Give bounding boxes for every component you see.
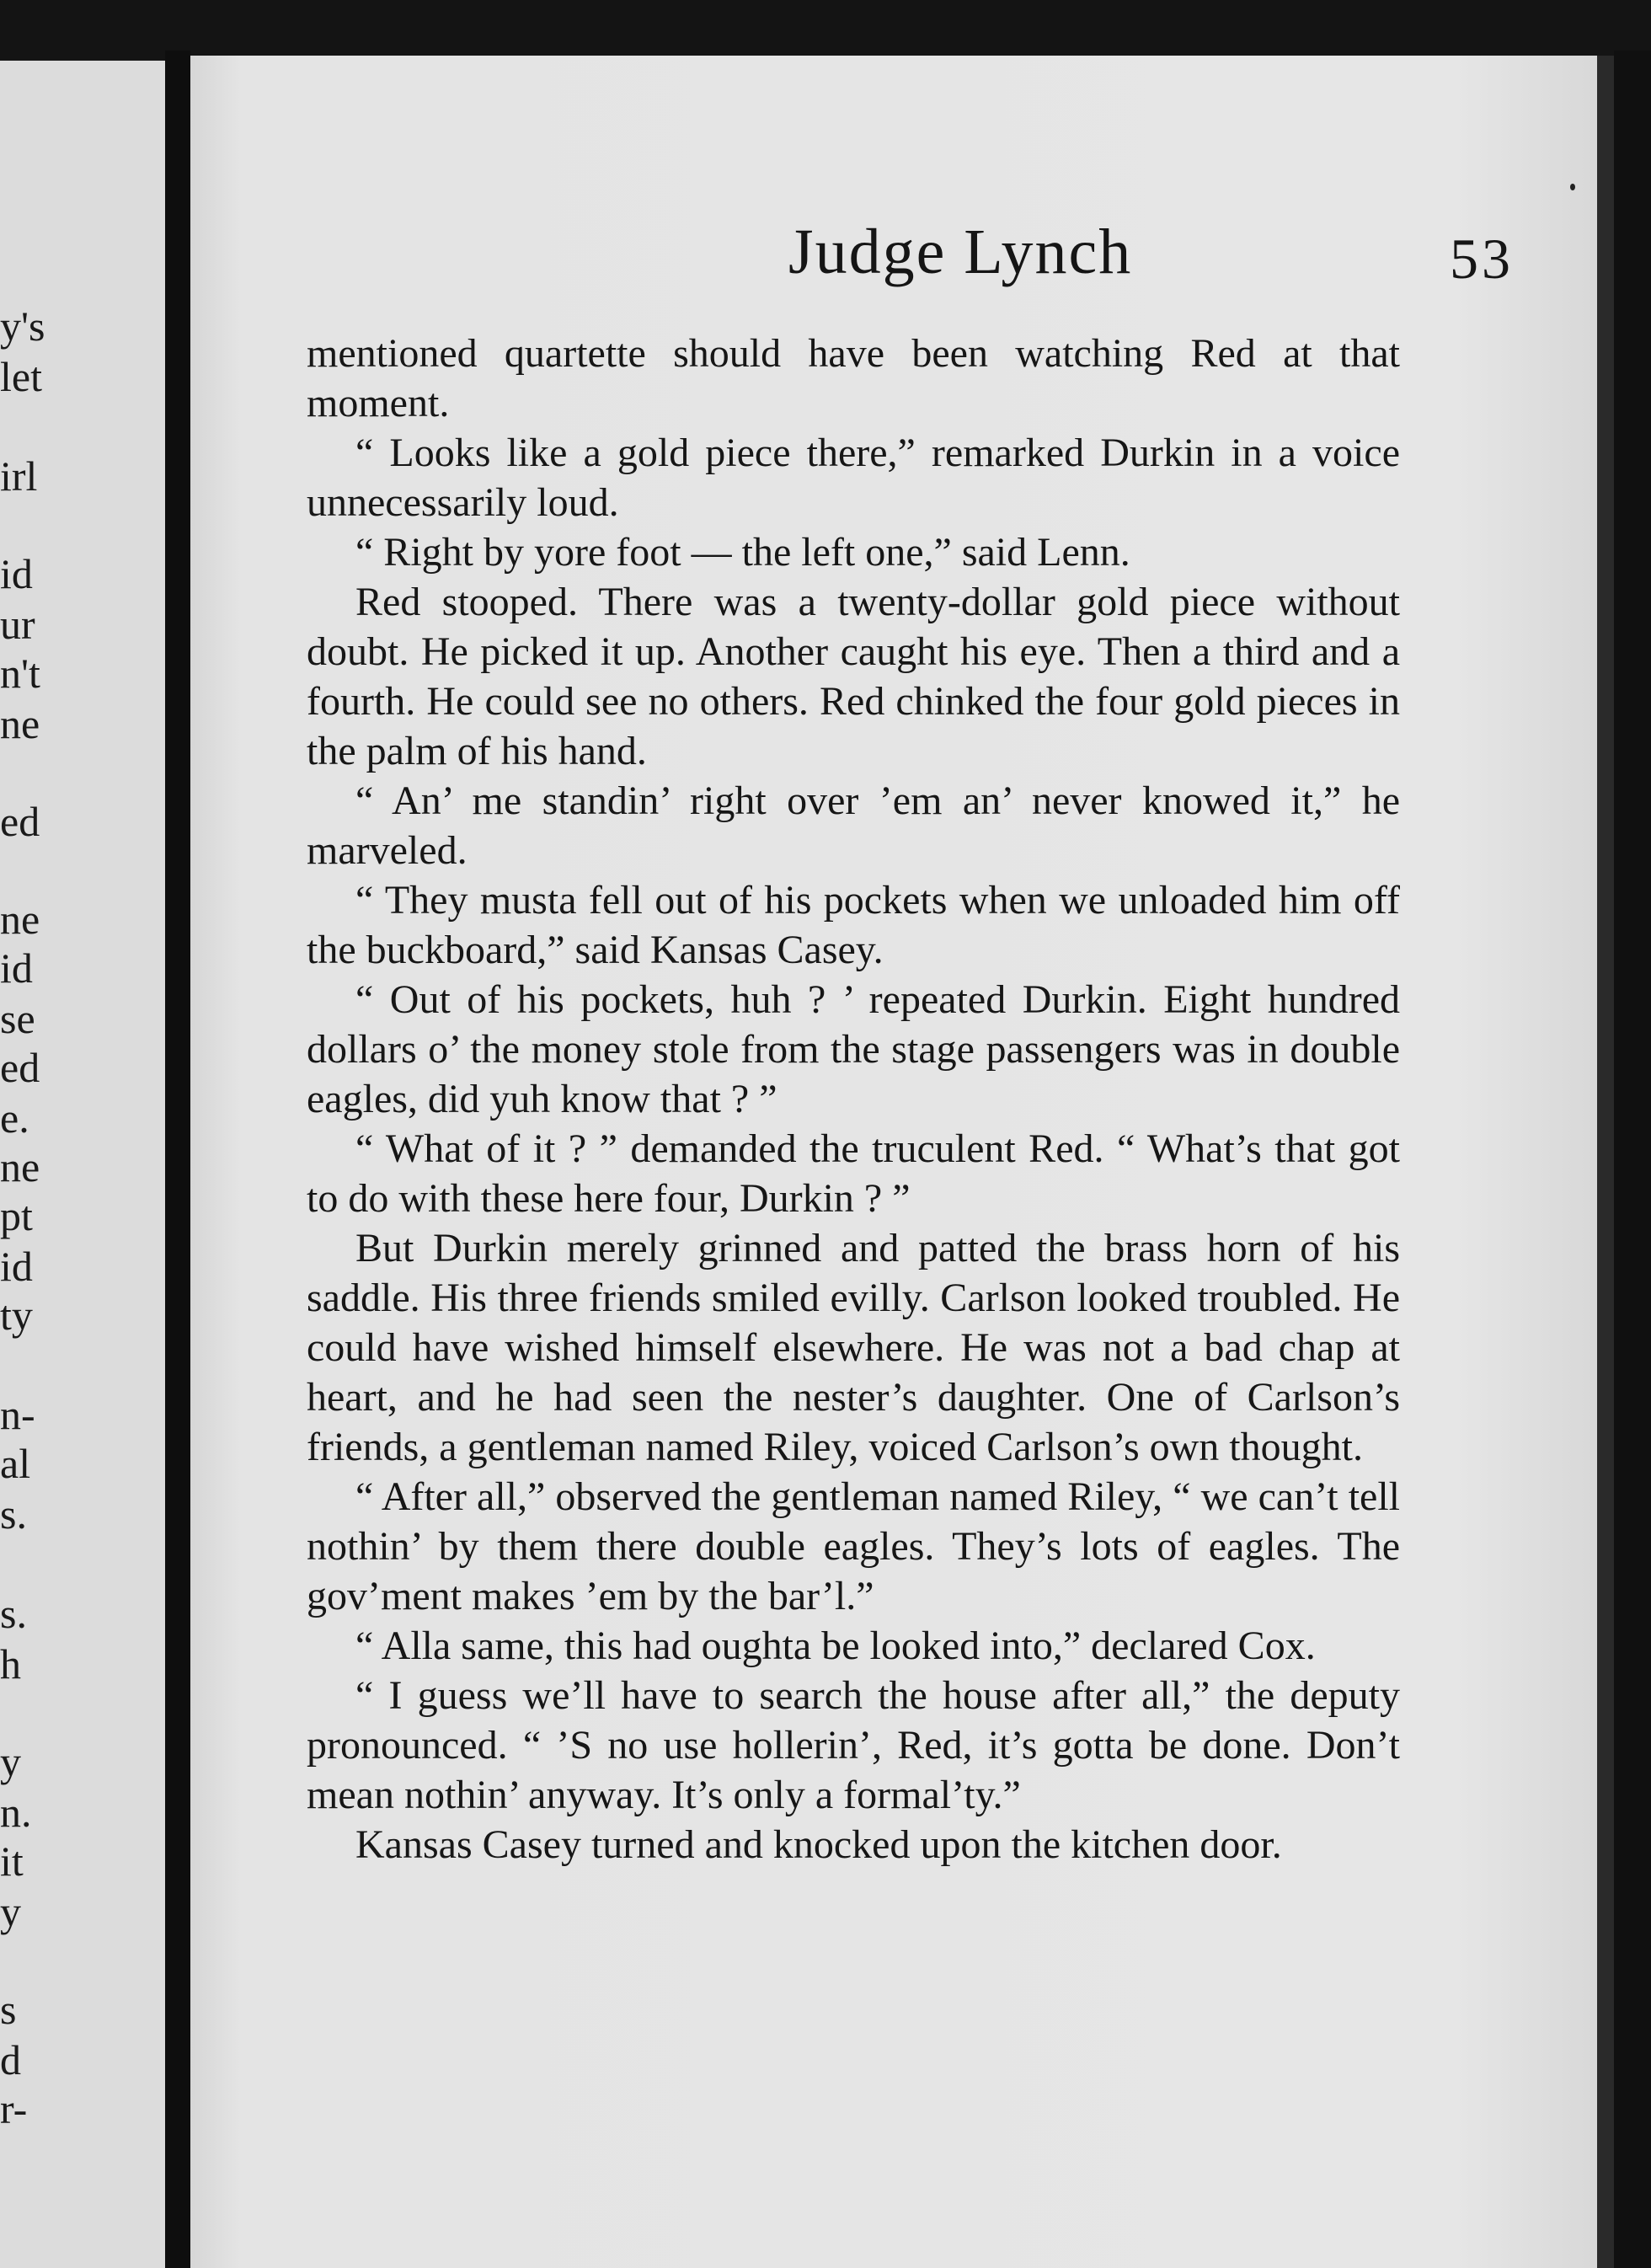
fragment: id xyxy=(0,1243,33,1290)
paragraph: “ They musta fell out of his pockets when we unloaded him off the buckboard,” said Kansas Casey. xyxy=(307,878,1400,972)
fragment: s xyxy=(0,1986,17,2033)
fragment: ur xyxy=(0,601,35,648)
running-head xyxy=(308,206,1597,298)
fragment: ed xyxy=(0,798,40,845)
fragment: e. xyxy=(0,1094,29,1142)
paragraph: “ Out of his pockets, huh ? ’ repeated Durkin. Eight hundred dollars o’ the money stole from the stage passengers was in double eagles, did yuh know that ? ” xyxy=(307,977,1400,1121)
fragment: id xyxy=(0,550,33,597)
book-page xyxy=(190,56,1597,2268)
fragment: irl xyxy=(0,452,38,500)
film-border-top xyxy=(0,0,1651,59)
fragment: ne xyxy=(0,700,40,747)
fragment: id xyxy=(0,944,33,992)
fragment: ne xyxy=(0,896,40,943)
paragraph: “ Alla same, this had oughta be looked into,” declared Cox. xyxy=(355,1623,1316,1668)
fragment: ed xyxy=(0,1044,40,1091)
paragraph: “ What of it ? ” demanded the truculent Red. “ What’s that got to do with these here four, Durkin ? ” xyxy=(307,1126,1400,1221)
fragment: let xyxy=(0,353,42,400)
fragment: d xyxy=(0,2036,21,2083)
fragment: s. xyxy=(0,1590,27,1637)
paragraph: “ After all,” observed the gentleman named Riley, “ we can’t tell nothin’ by them there double eagles. They’s lots of eagles. The gov’ment makes ’em by the bar’l.” xyxy=(307,1474,1400,1618)
fragment: r- xyxy=(0,2085,28,2132)
fragment: n. xyxy=(0,1789,32,1836)
paragraph: “ Right by yore foot — the left one,” said Lenn. xyxy=(355,530,1130,575)
fragment: n- xyxy=(0,1391,35,1438)
fragment: ne xyxy=(0,1143,40,1190)
page-edge-right xyxy=(1597,56,1614,2268)
fragment: pt xyxy=(0,1192,33,1239)
fragment: se xyxy=(0,995,35,1042)
running-title: Judge Lynch xyxy=(788,217,1133,287)
facing-page-text-fragments xyxy=(0,61,165,2268)
fragment: al xyxy=(0,1440,31,1487)
fragment: y xyxy=(0,1888,21,1935)
fragment: n't xyxy=(0,650,40,697)
paragraph: “ I guess we’ll have to search the house after all,” the deputy pronounced. “ ’S no use hollerin’, Red, it’s gotta be done. Don’t mean nothin’ anyway. It’s only a formal’ty.” xyxy=(307,1673,1400,1817)
page-number: 53 xyxy=(1450,227,1514,291)
fragment: ty xyxy=(0,1292,33,1339)
paragraph: Red stooped. There was a twenty-dollar gold piece without doubt. He picked it up. Another caught his eye. Then a third and a fourth. He could see no others. Red chinked the four gold pieces in the palm of his hand. xyxy=(307,580,1400,773)
book-gutter xyxy=(165,51,190,2268)
facing-page-left xyxy=(0,61,165,2268)
fragment: y's xyxy=(0,302,45,350)
fragment: y xyxy=(0,1738,21,1785)
paragraph: “ Looks like a gold piece there,” remarked Durkin in a voice unnecessarily loud. xyxy=(307,431,1400,525)
paragraph: mentioned quartette should have been watching Red at that moment. xyxy=(307,331,1400,425)
paragraph: Kansas Casey turned and knocked upon the kitchen door. xyxy=(355,1822,1282,1867)
dust-speck xyxy=(1570,184,1575,190)
fragment: s. xyxy=(0,1490,27,1538)
fragment: it xyxy=(0,1837,24,1885)
film-border-right xyxy=(1614,51,1651,2268)
fragment: h xyxy=(0,1640,21,1688)
body-text xyxy=(307,329,1400,1869)
paragraph: “ An’ me standin’ right over ’em an’ never knowed it,” he marveled. xyxy=(307,778,1400,873)
paragraph: But Durkin merely grinned and patted the brass horn of his saddle. His three friends smiled evilly. Carlson looked troubled. He could have wished himself elsewhere. He was not a bad chap at heart, and he had seen the nester’s daughter. One of Carlson’s friends, a gentleman named Riley, voiced Carlson’s own thought. xyxy=(307,1226,1400,1469)
